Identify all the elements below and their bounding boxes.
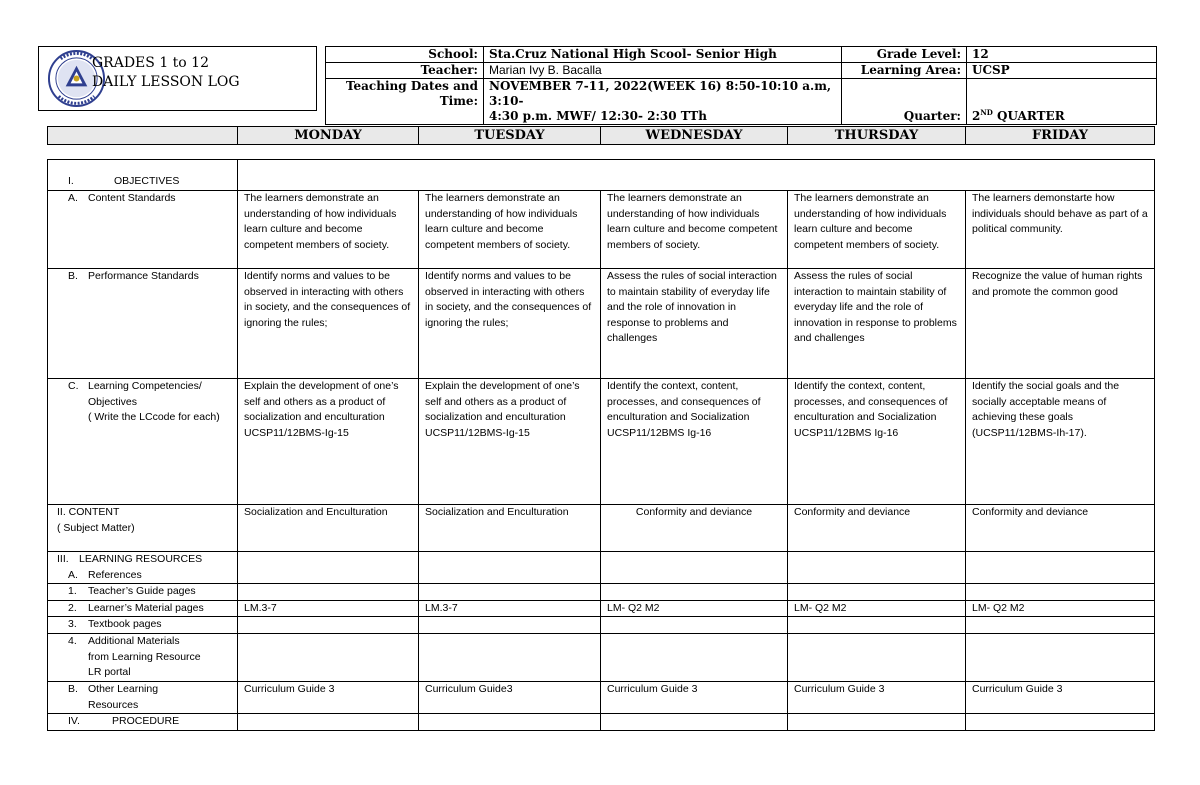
grade-level-label: Grade Level: bbox=[842, 47, 967, 63]
performance-standards-tuesday: Identify norms and values to be observed in interacting with others in society, and the consequences of ignoring the rules; bbox=[419, 269, 601, 379]
am-tuesday bbox=[419, 633, 601, 681]
school-label: School: bbox=[326, 47, 484, 63]
competencies-sub: ( Write the LCcode for each) bbox=[88, 411, 220, 424]
row-competencies-label bbox=[48, 379, 238, 505]
content-standards-monday: The learners demonstrate an understanding of how individuals learn culture and become competent members of society. bbox=[238, 191, 419, 269]
tb-label: Textbook pages bbox=[88, 618, 162, 631]
tb-num: 3. bbox=[68, 618, 77, 631]
references-label: References bbox=[88, 568, 142, 581]
performance-standards-wednesday: Assess the rules of social interaction to maintain stability of everyday life and the role of innovation in response to problems and challenges bbox=[601, 269, 788, 379]
row-learners-material-label bbox=[48, 600, 238, 617]
dates-value-line2: 4:30 p.m. MWF/ 12:30- 2:30 TTh bbox=[489, 109, 707, 123]
am-num: 4. bbox=[68, 634, 77, 647]
quarter-number: 2 bbox=[972, 109, 981, 123]
competencies-thursday: Identify the context, content, processes, and consequences of enculturation and Socialization UCSP11/12BMS Ig-16 bbox=[788, 379, 966, 505]
objectives-span-cell bbox=[238, 160, 1155, 191]
lesson-log-table bbox=[47, 159, 1155, 731]
resources-label: LEARNING RESOURCES bbox=[79, 553, 203, 565]
row-content-standards-label bbox=[48, 191, 238, 269]
performance-standards-label: Performance Standards bbox=[88, 270, 199, 282]
lm-tuesday: LM.3-7 bbox=[419, 600, 601, 617]
resources-friday bbox=[966, 552, 1155, 584]
day-header-monday: MONDAY bbox=[238, 127, 419, 145]
resources-num: III. bbox=[57, 553, 69, 565]
log-title-line1: GRADES 1 to 12 bbox=[92, 55, 209, 71]
tb-friday bbox=[966, 617, 1155, 634]
content-tuesday: Socialization and Enculturation bbox=[419, 505, 601, 552]
content-friday: Conformity and deviance bbox=[966, 505, 1155, 552]
content-wednesday: Conformity and deviance bbox=[601, 505, 788, 552]
olr-num: B. bbox=[68, 682, 78, 695]
day-header-tuesday: TUESDAY bbox=[419, 127, 601, 145]
content-standards-num: A. bbox=[68, 192, 78, 204]
procedure-label: PROCEDURE bbox=[112, 715, 180, 728]
header-info-table bbox=[325, 46, 1157, 125]
tg-num: 1. bbox=[68, 585, 77, 598]
performance-standards-monday: Identify norms and values to be observed in interacting with others in society, and the consequences of ignoring the rules; bbox=[238, 269, 419, 379]
log-title-line2: DAILY LESSON LOG bbox=[92, 74, 240, 90]
dates-label-line2: Time: bbox=[439, 94, 478, 108]
olr-wednesday: Curriculum Guide 3 bbox=[601, 681, 788, 713]
lm-thursday: LM- Q2 M2 bbox=[788, 600, 966, 617]
row-objectives-label bbox=[48, 160, 238, 191]
procedure-num: IV. bbox=[68, 715, 80, 728]
row-textbook-label bbox=[48, 617, 238, 634]
competencies-wednesday: Identify the context, content, processes, and consequences of enculturation and Socialization UCSP11/12BMS Ig-16 bbox=[601, 379, 788, 505]
olr-friday: Curriculum Guide 3 bbox=[966, 681, 1155, 713]
olr-monday: Curriculum Guide 3 bbox=[238, 681, 419, 713]
lm-label: Learner’s Material pages bbox=[88, 601, 204, 614]
day-header-blank bbox=[48, 127, 238, 145]
day-header-thursday: THURSDAY bbox=[788, 127, 966, 145]
procedure-thursday bbox=[788, 714, 966, 731]
procedure-wednesday bbox=[601, 714, 788, 731]
school-value: Sta.Cruz National High Scool- Senior High bbox=[484, 47, 842, 63]
competencies-tuesday: Explain the development of one’s self and others as a product of socialization and enculturation UCSP11/12BMS-Ig-15 bbox=[419, 379, 601, 505]
procedure-tuesday bbox=[419, 714, 601, 731]
objectives-label: OBJECTIVES bbox=[114, 175, 180, 188]
learning-area-value: UCSP bbox=[967, 63, 1157, 79]
dates-value bbox=[484, 79, 842, 125]
tg-wednesday bbox=[601, 584, 788, 601]
am-friday bbox=[966, 633, 1155, 681]
tb-monday bbox=[238, 617, 419, 634]
teacher-label: Teacher: bbox=[326, 63, 484, 79]
performance-standards-friday: Recognize the value of human rights and promote the common good bbox=[966, 269, 1155, 379]
quarter-label: Quarter: bbox=[842, 79, 967, 125]
procedure-friday bbox=[966, 714, 1155, 731]
am-thursday bbox=[788, 633, 966, 681]
row-other-resources-label bbox=[48, 681, 238, 713]
row-additional-materials-label bbox=[48, 633, 238, 681]
competencies-label-text bbox=[88, 379, 231, 426]
tg-monday bbox=[238, 584, 419, 601]
tg-tuesday bbox=[419, 584, 601, 601]
lm-monday: LM.3-7 bbox=[238, 600, 419, 617]
day-header-table bbox=[47, 126, 1155, 145]
lm-num: 2. bbox=[68, 601, 77, 614]
olr-label: Other Learning Resources bbox=[88, 682, 159, 711]
tb-wednesday bbox=[601, 617, 788, 634]
row-performance-standards-label bbox=[48, 269, 238, 379]
tg-label: Teacher’s Guide pages bbox=[88, 585, 196, 598]
dates-label-line1: Teaching Dates and bbox=[345, 79, 478, 93]
tb-tuesday bbox=[419, 617, 601, 634]
quarter-value bbox=[967, 79, 1157, 125]
tb-thursday bbox=[788, 617, 966, 634]
row-procedure-label bbox=[48, 714, 238, 731]
content-sub: ( Subject Matter) bbox=[57, 521, 135, 534]
teacher-value: Marian Ivy B. Bacalla bbox=[484, 63, 842, 79]
am-label: Additional Materials from Learning Resource LR portal bbox=[88, 634, 201, 679]
lm-wednesday: LM- Q2 M2 bbox=[601, 600, 788, 617]
content-standards-thursday: The learners demonstrate an understanding of how individuals learn culture and become competent members of society. bbox=[788, 191, 966, 269]
day-header-wednesday: WEDNESDAY bbox=[601, 127, 788, 145]
grade-level-value: 12 bbox=[967, 47, 1157, 63]
olr-tuesday: Curriculum Guide3 bbox=[419, 681, 601, 713]
quarter-word: QUARTER bbox=[992, 109, 1065, 123]
row-teachers-guide-label bbox=[48, 584, 238, 601]
quarter-suffix: ND bbox=[980, 108, 993, 117]
competencies-label: Learning Competencies/ Objectives bbox=[88, 380, 202, 408]
resources-thursday bbox=[788, 552, 966, 584]
content-standards-tuesday: The learners demonstrate an understanding of how individuals learn culture and become competent members of society. bbox=[419, 191, 601, 269]
tg-thursday bbox=[788, 584, 966, 601]
day-header-friday: FRIDAY bbox=[966, 127, 1155, 145]
lm-friday: LM- Q2 M2 bbox=[966, 600, 1155, 617]
content-label: II. CONTENT bbox=[57, 506, 120, 518]
resources-monday bbox=[238, 552, 419, 584]
dates-label bbox=[326, 79, 484, 125]
content-standards-friday: The learners demonstarte how individuals should behave as part of a political community. bbox=[966, 191, 1155, 269]
content-monday: Socialization and Enculturation bbox=[238, 505, 419, 552]
references-num: A. bbox=[68, 568, 78, 581]
tg-friday bbox=[966, 584, 1155, 601]
competencies-friday: Identify the social goals and the socially acceptable means of achieving these goals (UCSP11/12BMS-Ih-17). bbox=[966, 379, 1155, 505]
objectives-num: I. bbox=[68, 175, 74, 188]
procedure-monday bbox=[238, 714, 419, 731]
performance-standards-num: B. bbox=[68, 270, 78, 282]
olr-thursday: Curriculum Guide 3 bbox=[788, 681, 966, 713]
am-monday bbox=[238, 633, 419, 681]
resources-tuesday bbox=[419, 552, 601, 584]
competencies-monday: Explain the development of one’s self and others as a product of socialization and enculturation UCSP11/12BMS-Ig-15 bbox=[238, 379, 419, 505]
resources-wednesday bbox=[601, 552, 788, 584]
content-standards-label: Content Standards bbox=[88, 192, 176, 204]
competencies-num: C. bbox=[68, 380, 79, 392]
am-wednesday bbox=[601, 633, 788, 681]
content-standards-wednesday: The learners demonstrate an understanding of how individuals learn culture and become competent members of society. bbox=[601, 191, 788, 269]
content-thursday: Conformity and deviance bbox=[788, 505, 966, 552]
row-content-label bbox=[48, 505, 238, 552]
performance-standards-thursday: Assess the rules of social interaction to maintain stability of everyday life and the role of innovation in response to problems and challenges bbox=[788, 269, 966, 379]
dates-value-line1: NOVEMBER 7-11, 2022(WEEK 16) 8:50-10:10 a.m, 3:10- bbox=[489, 79, 832, 108]
learning-area-label: Learning Area: bbox=[842, 63, 967, 79]
row-learning-resources-label bbox=[48, 552, 238, 584]
